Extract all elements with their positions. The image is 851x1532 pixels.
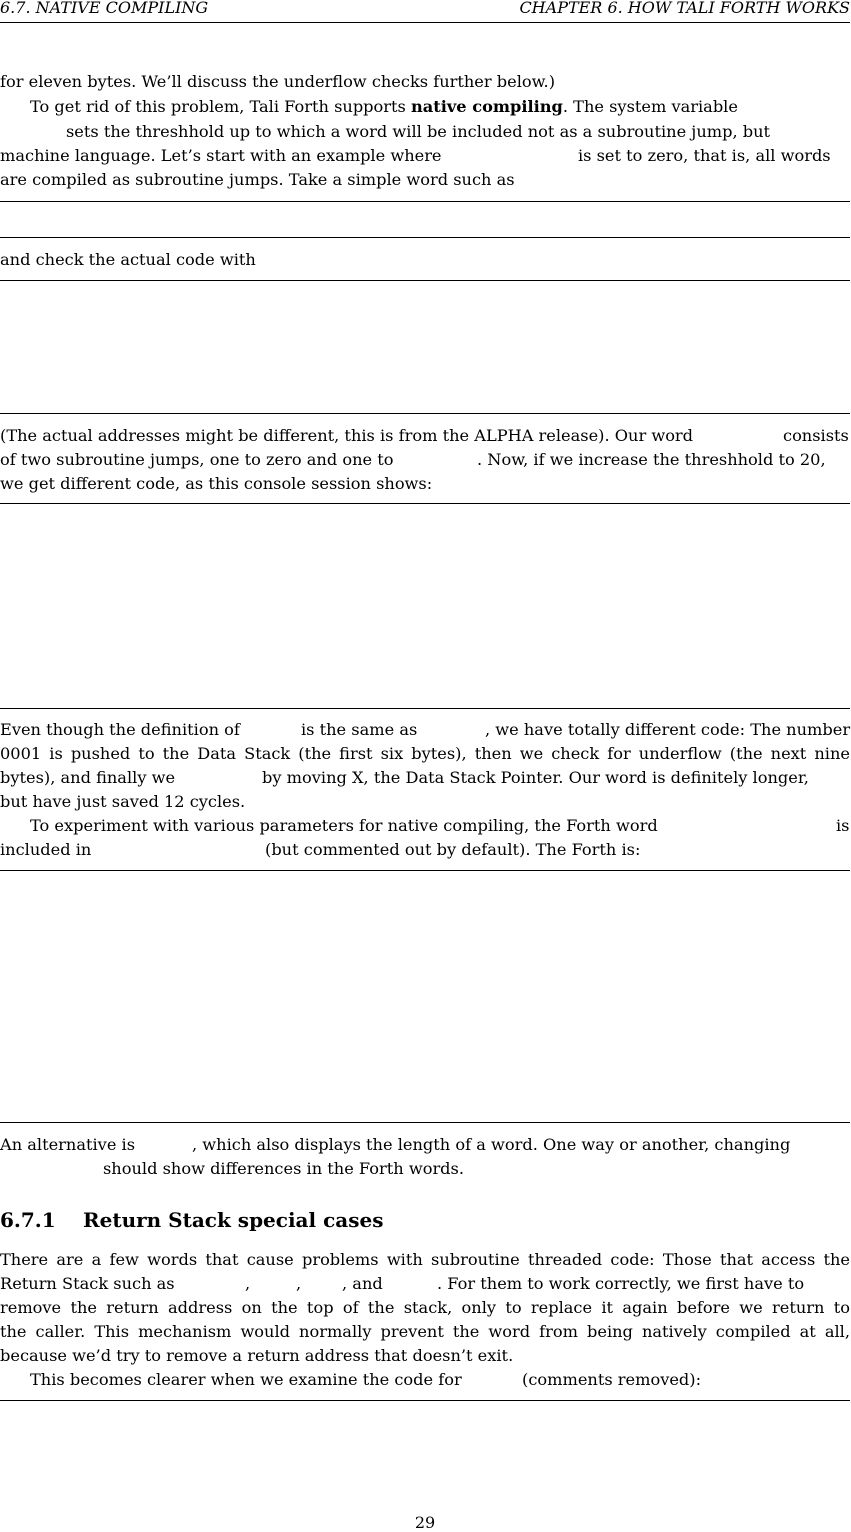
code-block-top-rule xyxy=(0,1400,850,1401)
page-number: 29 xyxy=(414,1513,436,1532)
paragraph-line: and check the actual code with xyxy=(0,250,256,269)
paragraph-line: (The actual addresses might be different, this is from the ALPHA release). Our word xyxy=(0,426,694,445)
running-header xyxy=(0,0,850,23)
code-block-top-rule xyxy=(0,870,850,871)
paragraph-line: This becomes clearer when we examine the code for xyxy=(30,1370,462,1389)
header-chapter-title: CHAPTER 6. HOW TALI FORTH WORKS xyxy=(519,0,850,17)
paragraph-line: are compiled as subroutine jumps. Take a simple word such as xyxy=(0,170,515,189)
code-block-bottom-rule xyxy=(0,413,850,414)
paragraph-line: , and xyxy=(342,1274,383,1293)
paragraph-line: Return Stack such as xyxy=(0,1274,175,1293)
paragraph-line: , xyxy=(296,1274,302,1293)
code-block-top-rule xyxy=(0,503,850,504)
paragraph-line: but have just saved 12 cycles. xyxy=(0,792,246,811)
paragraph-line: There are a few words that cause problems with subroutine threaded code: Those that access the xyxy=(0,1250,850,1269)
code-block-bottom-rule xyxy=(0,708,850,709)
paragraph-line: is xyxy=(836,816,850,835)
code-block-bottom-rule xyxy=(0,1122,850,1123)
paragraph-line: for eleven bytes. We’ll discuss the underflow checks further below.) xyxy=(0,72,556,91)
paragraph-line: the caller. This mechanism would normally prevent the word from being natively compiled at all, xyxy=(0,1322,850,1341)
paragraph-line: . For them to work correctly, we first have to xyxy=(437,1274,805,1293)
paragraph-line: , we have totally different code: The number xyxy=(485,720,851,739)
paragraph-line: sets the threshhold up to which a word will be included not as a subroutine jump, but xyxy=(66,122,771,141)
section-title: Return Stack special cases xyxy=(83,1208,384,1232)
emphasis-native-compiling: native compiling xyxy=(411,97,563,116)
paragraph-line: should show differences in the Forth words. xyxy=(103,1159,464,1178)
paragraph-line: , which also displays the length of a word. One way or another, changing xyxy=(192,1135,791,1154)
paragraph-line: of two subroutine jumps, one to zero and one to xyxy=(0,450,394,469)
paragraph-line: 0001 is pushed to the Data Stack (the first six bytes), then we check for underflow (the next nine xyxy=(0,744,850,763)
paragraph-line: we get different code, as this console session shows: xyxy=(0,474,433,493)
paragraph-line: included in xyxy=(0,840,92,859)
paragraph-line: consists xyxy=(783,426,849,445)
paragraph-line: because we’d try to remove a return address that doesn’t exit. xyxy=(0,1346,514,1365)
paragraph-line: To get rid of this problem, Tali Forth supports native compiling. The system variable xyxy=(30,97,738,116)
header-section-title: 6.7. NATIVE COMPILING xyxy=(0,0,209,17)
paragraph-line: , xyxy=(245,1274,251,1293)
paragraph-line: bytes), and finally we xyxy=(0,768,176,787)
paragraph-line: Even though the definition of xyxy=(0,720,240,739)
section-heading xyxy=(0,1208,383,1232)
paragraph-line: . Now, if we increase the threshhold to 20, xyxy=(477,450,826,469)
paragraph-line: by moving X, the Data Stack Pointer. Our word is definitely longer, xyxy=(262,768,809,787)
code-block-top-rule xyxy=(0,280,850,281)
paragraph-line: To experiment with various parameters for native compiling, the Forth word xyxy=(30,816,658,835)
paragraph-line: is set to zero, that is, all words xyxy=(578,146,831,165)
code-block-bottom-rule xyxy=(0,237,850,238)
code-block-top-rule xyxy=(0,201,850,202)
paragraph-line: remove the return address on the top of the stack, only to replace it again before we return to xyxy=(0,1298,850,1317)
paragraph-line: is the same as xyxy=(301,720,418,739)
paragraph-line: machine language. Let’s start with an example where xyxy=(0,146,442,165)
paragraph-line: (but commented out by default). The Forth is: xyxy=(265,840,641,859)
paragraph-line: (comments removed): xyxy=(522,1370,702,1389)
paragraph-line: An alternative is xyxy=(0,1135,136,1154)
section-number: 6.7.1 xyxy=(0,1208,56,1232)
